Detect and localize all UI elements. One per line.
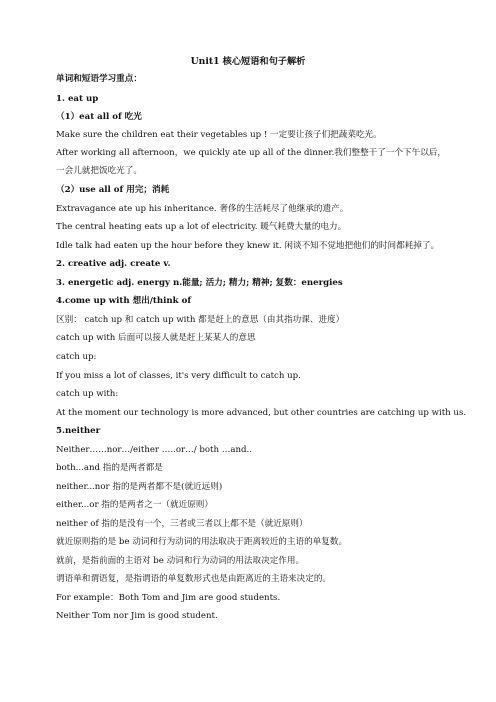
text-line: neither...nor 指的是两者都不是(就近远则)	[56, 482, 223, 492]
document-title: Unit1 核心短语和句子解析	[190, 56, 306, 67]
text-line: 谓语单和谓语复，是指谓语的单复数形式也是由距离近的主语来决定的。	[56, 574, 332, 584]
text-line: both...and 指的是两者都是	[56, 463, 163, 473]
text-line: 就近原则指的是 be 动词和行为动词的用法取决于距离较近的主语的单复数。	[56, 537, 348, 547]
text-line: catch up:	[56, 352, 97, 362]
text-line: neither of 指的是没有一个，三者或三者以上都不是（就近原则）	[56, 519, 308, 529]
text-line: 4.come up with 想出/think of	[56, 296, 192, 306]
text-line: （1）eat all of 吃光	[56, 112, 142, 122]
text-line: If you miss a lot of classes, it's very difficult to catch up.	[56, 371, 301, 381]
text-line: At the moment our technology is more advanced, but other countries are catching up with us.	[56, 408, 467, 418]
text-line: either...or 指的是两者之一（就近原则）	[56, 500, 213, 510]
text-line: Make sure the children eat their vegetables up ! 一定要让孩子们把蔬菜吃光。	[56, 130, 382, 140]
text-line: Idle talk had eaten up the hour before they knew it. 闲谈不知不觉地把他们的时间都耗掉了。	[56, 241, 440, 251]
text-line: The central heating eats up a lot of electricity. 暖气耗费大量的电力。	[56, 222, 347, 232]
text-line: Neither……nor…/either …..or…/ both …and..	[56, 445, 252, 455]
text-line: Extravagance ate up his inheritance. 奢侈的生活耗尽了他继承的遗产。	[56, 204, 349, 214]
text-line: Neither Tom nor Jim is good student.	[56, 611, 218, 621]
text-line: 就前，是指前面的主语对 be 动词和行为动词的用法取决定作用。	[56, 556, 305, 566]
text-line: 3. energetic adj. energy n.能量; 活力; 精力; 精神; 复数：energies	[56, 278, 343, 288]
text-line: catch up with 后面可以接人就是赶上某某人的意思	[56, 333, 256, 343]
text-line: （2）use all of 用完；消耗	[56, 185, 170, 195]
text-line: catch up with:	[56, 389, 119, 399]
text-line: For example：Both Tom and Jim are good students.	[56, 593, 281, 603]
text-line: 1. eat up	[56, 94, 99, 104]
text-line: 2. creative adj. create v.	[56, 259, 171, 269]
text-line: After working all afternoon，we quickly ate up all of the dinner.我们整整干了一个下午以后，	[56, 148, 447, 158]
section-heading: 单词和短语学习重点：	[56, 74, 142, 84]
text-line: 区别： catch up 和 catch up with 都是赶上的意思（由其指功课、进度）	[56, 315, 345, 325]
text-line: 一会儿就把饭吃光了。	[56, 166, 142, 176]
text-line: 5.neither	[56, 426, 101, 436]
